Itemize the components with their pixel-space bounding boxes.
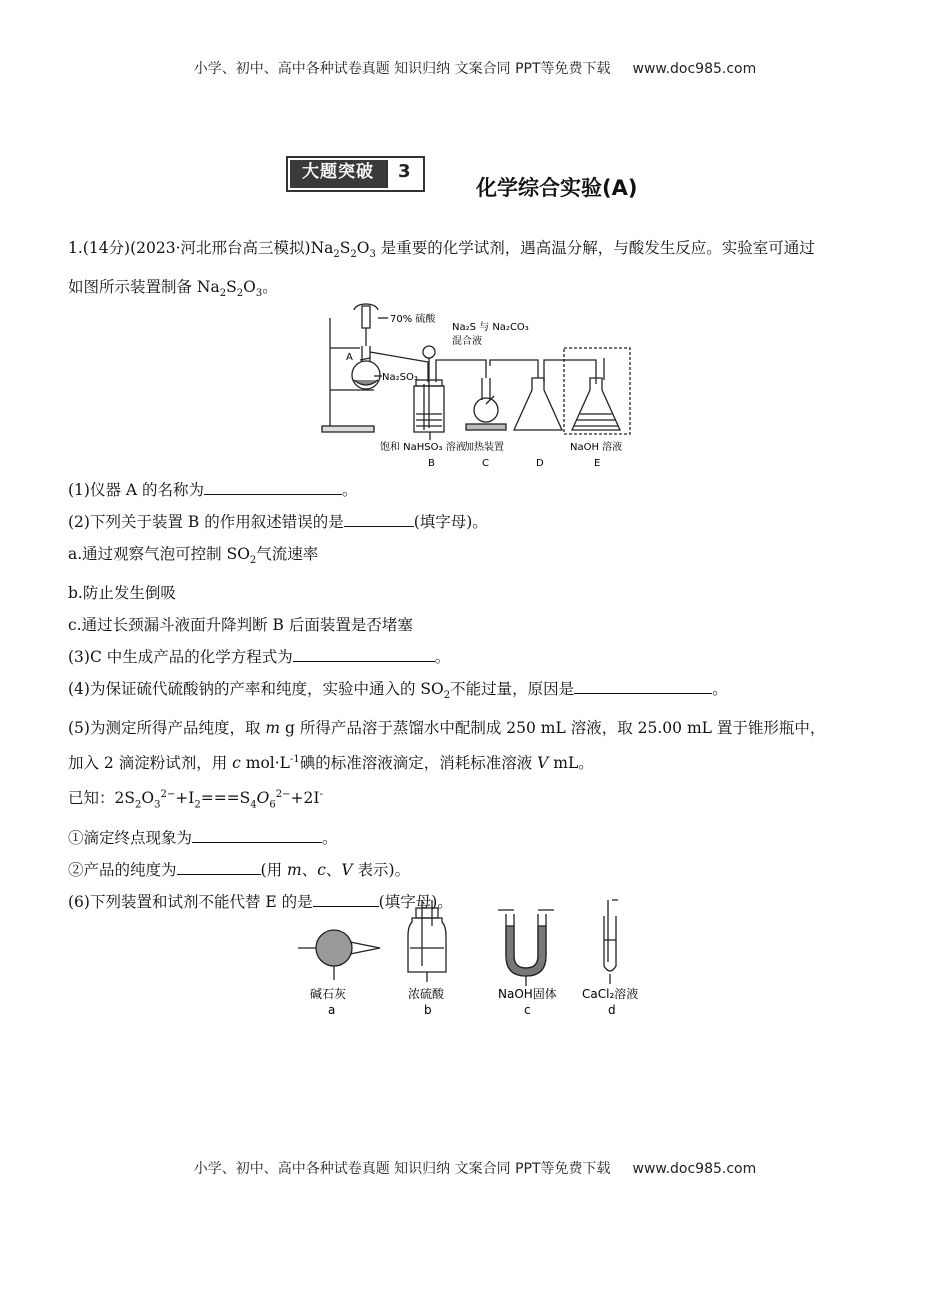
part-3-text: (3)C 中生成产品的化学方程式为 [68, 648, 293, 667]
apparatus-figure [318, 300, 638, 472]
badge-number: 3 [386, 160, 421, 188]
part-5b-pre: 加入 2 滴淀粉试剂，用 [68, 754, 233, 773]
part-5b-mid: mol·L [240, 754, 290, 773]
fig2-a-letter: a [328, 1003, 336, 1017]
sub-1-text: ①滴定终点现象为 [68, 828, 193, 847]
letter-D: D [536, 458, 544, 469]
fig2-b-name: 浓硫酸 [408, 987, 445, 1001]
answer-blank-4[interactable] [574, 675, 712, 694]
part-5-mid: g 所得产品溶于蒸馏水中配制成 250 mL 溶液，取 25.00 mL 置于锥形瓶中， [280, 719, 826, 738]
sub-1 [68, 822, 888, 854]
header-url[interactable]: www.doc985.com [632, 61, 757, 77]
acid-label: 70% 硫酸 [390, 314, 436, 325]
page-title: 化学综合实验(A) [476, 176, 638, 200]
part-6-tail: (填字母)。 [378, 892, 453, 911]
sep-1: 、 [301, 860, 318, 879]
part-5: (5)为测定所得产品纯度，取 m g 所得产品溶于蒸馏水中配制成 250 mL 溶液，取 25.00 mL 置于锥形瓶中， [68, 719, 826, 738]
period: 。 [712, 680, 728, 699]
badge-label: 大题突破 [290, 160, 386, 188]
answer-blank-3[interactable] [293, 643, 435, 662]
part-4-post: 不能过量，原因是 [450, 680, 575, 699]
letter-E: E [594, 458, 601, 469]
known-equation: 已知：$2S_2O_3^{2-}+I_2===S_4O_6^{2-}+2I^-$ [68, 789, 323, 811]
page-header [0, 58, 950, 78]
period: 。 [322, 828, 338, 847]
fig2-d-name: CaCl₂溶液 [582, 987, 639, 1001]
known-mid2: ===S [200, 789, 251, 808]
period: 。 [434, 648, 451, 667]
sub-2-text: ②产品的纯度为 [68, 860, 177, 879]
part-4-pre: (4)为保证硫代硫酸钠的产率和纯度，实验中通入的 SO [68, 680, 444, 699]
part-6-text: (6)下列装置和试剂不能代替 E 的是 [68, 892, 313, 911]
intro-text-b: 是重要的化学试剂，遇高温分解，与酸发生反应。实验室可通过 [380, 239, 815, 257]
mix-label-2: 混合液 [452, 336, 482, 347]
intro-text-a: 1.(14分)(2023·河北邢台高三模拟)Na [68, 239, 334, 257]
fig2-a-name: 碱石灰 [310, 987, 347, 1001]
section-badge [286, 156, 425, 192]
intro-text-c: 如图所示装置制备 Na [68, 278, 220, 297]
part-5b: 加入 2 滴淀粉试剂，用 c $mol\cdot L^{-1}$碘的标准溶液滴定，消耗标准溶液 V mL。 [68, 754, 594, 773]
sep-2: 、 [325, 860, 342, 879]
part-3 [68, 641, 888, 673]
letter-C: C [482, 458, 489, 469]
known-end: +2I [290, 789, 320, 808]
part-5b-post: 碘的标准溶液滴定，消耗标准溶液 [299, 754, 538, 773]
option-b: b.防止发生倒吸 [68, 584, 176, 603]
part-4: (4)为保证硫代硫酸钠的产率和纯度，实验中通入的 $SO_2$不能过量，原因是 。 [68, 673, 888, 712]
sub-2: ②产品的纯度为 (用 m、c、V 表示)。 [68, 854, 888, 886]
part-2-tail: (填字母)。 [413, 513, 488, 531]
footer-text: 小学、初中、高中各种试卷真题 知识归纳 文案合同 PPT等免费下载 [193, 1161, 611, 1177]
part-2-text: (2)下列关于装置 B 的作用叙述错误的是 [68, 513, 344, 531]
fig2-d-letter: d [608, 1003, 616, 1017]
header-text: 小学、初中、高中各种试卷真题 知识归纳 文案合同 PPT等免费下载 [193, 61, 611, 77]
known-pre: 已知：2S [68, 789, 135, 808]
answer-blank-6[interactable] [177, 856, 261, 875]
c-desc-label: 加热装置 [464, 442, 504, 453]
known-mid: +I [175, 789, 195, 808]
fig2-c-letter: c [524, 1003, 531, 1017]
na2so3-label: Na₂SO₃ [382, 372, 418, 383]
option-c: c.通过长颈漏斗液面升降判断 B 后面装置是否堵塞 [68, 616, 413, 635]
letter-B: B [428, 458, 435, 469]
e-desc-label: NaOH 溶液 [570, 442, 623, 453]
b-desc-label: 饱和 NaHSO₃ 溶液 [380, 442, 466, 453]
alternatives-figure [292, 896, 672, 1020]
part-5b-end: mL。 [548, 754, 594, 773]
part-5-pre: (5)为测定所得产品纯度，取 [68, 719, 266, 738]
question-intro: 1.(14分)(2023·河北邢台高三模拟)$Na_2S_2O_3$ 是重要的化学试剂，遇高温分解，与酸发生反应。实验室可通过 如图所示装置制备 $Na_2S_2O_3$。 [68, 239, 815, 300]
sub-2-tail: (用 [260, 860, 287, 879]
option-a-post: 气流速率 [256, 545, 319, 563]
part-1 [68, 474, 888, 506]
part-2 [68, 506, 888, 538]
mix-label-1: Na₂S 与 Na₂CO₃ [452, 322, 529, 333]
option-a: a.通过观察气泡可控制 $SO_2$气流速率 [68, 545, 319, 567]
questions-block [68, 474, 888, 918]
label-A: A [346, 352, 353, 363]
sub-2-end: 表示)。 [352, 860, 411, 879]
title-row [0, 156, 950, 200]
part-1-text: (1)仪器 A 的名称为 [68, 481, 205, 499]
page-footer [0, 1158, 950, 1178]
footer-url[interactable]: www.doc985.com [632, 1161, 757, 1177]
answer-blank-5[interactable] [192, 824, 322, 843]
answer-blank-2[interactable] [344, 508, 414, 527]
option-a-pre: a.通过观察气泡可控制 SO [68, 545, 250, 563]
period: 。 [342, 481, 358, 499]
answer-blank-1[interactable] [204, 476, 342, 495]
fig2-c-name: NaOH固体 [498, 987, 557, 1001]
fig2-b-letter: b [424, 1003, 432, 1017]
